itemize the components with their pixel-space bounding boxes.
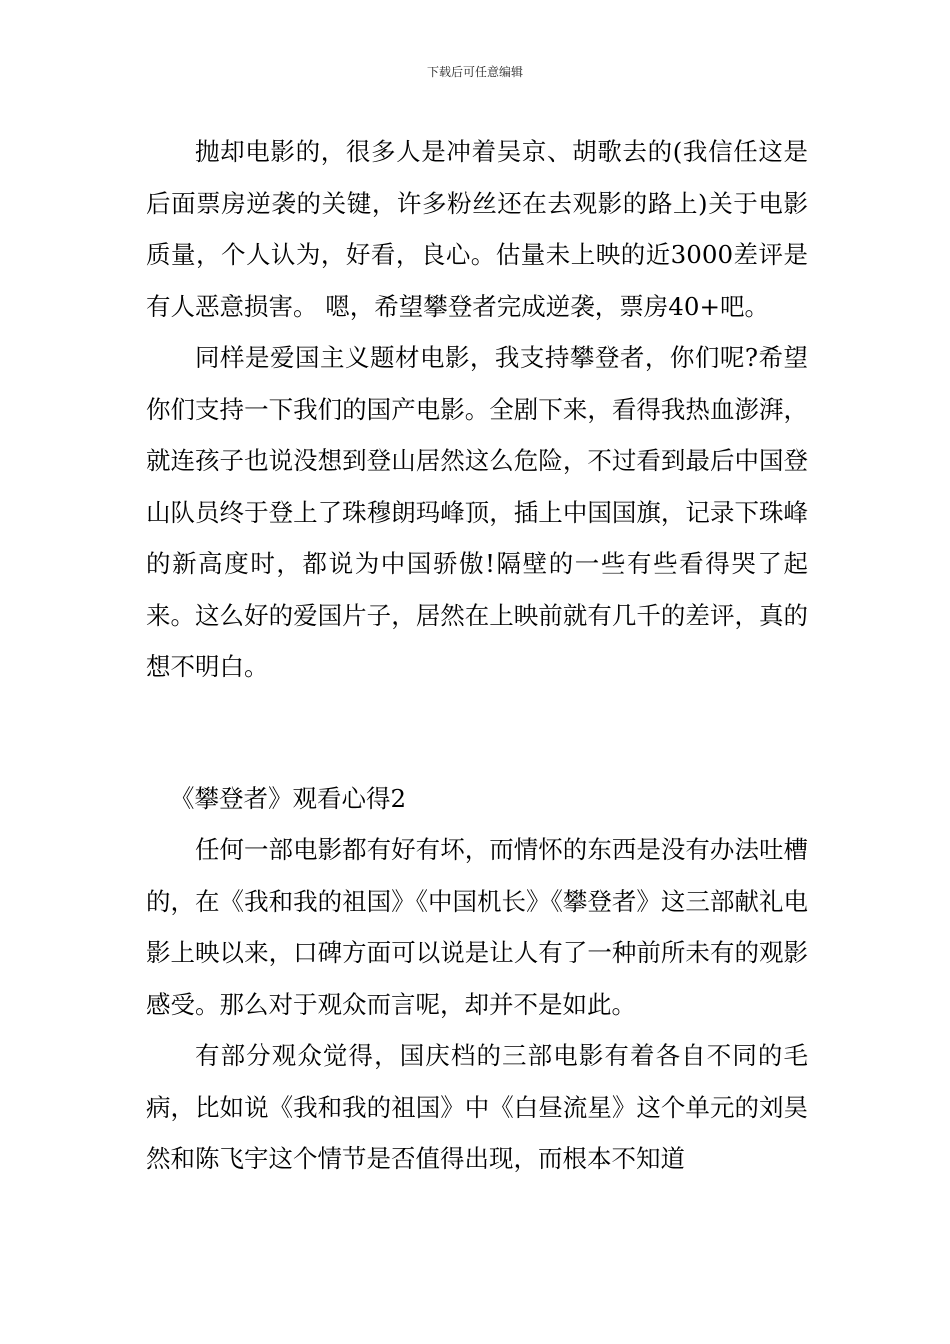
paragraph: 同样是爱国主义题材电影，我支持攀登者，你们呢?希望你们支持一下我们的国产电影。全剧下来，看得我热血澎湃，就连孩子也说没想到登山居然这么危险，不过看到最后中国登山队员终于登上了珠穆朗玛峰顶，插上中国国旗，记录下珠峰的新高度时，都说为中国骄傲!隔壁的一些有些看得哭了起来。这么好的爱国片子，居然在上映前就有几千的差评，真的想不明白。: [146, 343, 808, 681]
page-header: 下载后可任意编辑: [426, 65, 523, 79]
section-2-heading: 《攀登者》观看心得2: [170, 784, 407, 813]
paragraph: 任何一部电影都有好有坏，而情怀的东西是没有办法吐槽的，在《我和我的祖国》《中国机长》《攀登者》这三部献礼电影上映以来，口碑方面可以说是让人有了一种前所未有的观影感受。那么对于观众而言呢，却并不是如此。: [146, 835, 808, 1019]
section-1-body: [146, 126, 808, 693]
section-2-body: [146, 824, 808, 1185]
paragraph: 有部分观众觉得，国庆档的三部电影有着各自不同的毛病，比如说《我和我的祖国》中《白昼流星》这个单元的刘昊然和陈飞宇这个情节是否值得出现，而根本不知道: [146, 1041, 808, 1173]
paragraph: 抛却电影的，很多人是冲着吴京、胡歌去的(我信任这是后面票房逆袭的关键，许多粉丝还在去观影的路上)关于电影质量，个人认为，好看，良心。估量未上映的近3000差评是有人恶意损害。 嗯，希望攀登者完成逆袭，票房40+吧。: [146, 137, 808, 321]
